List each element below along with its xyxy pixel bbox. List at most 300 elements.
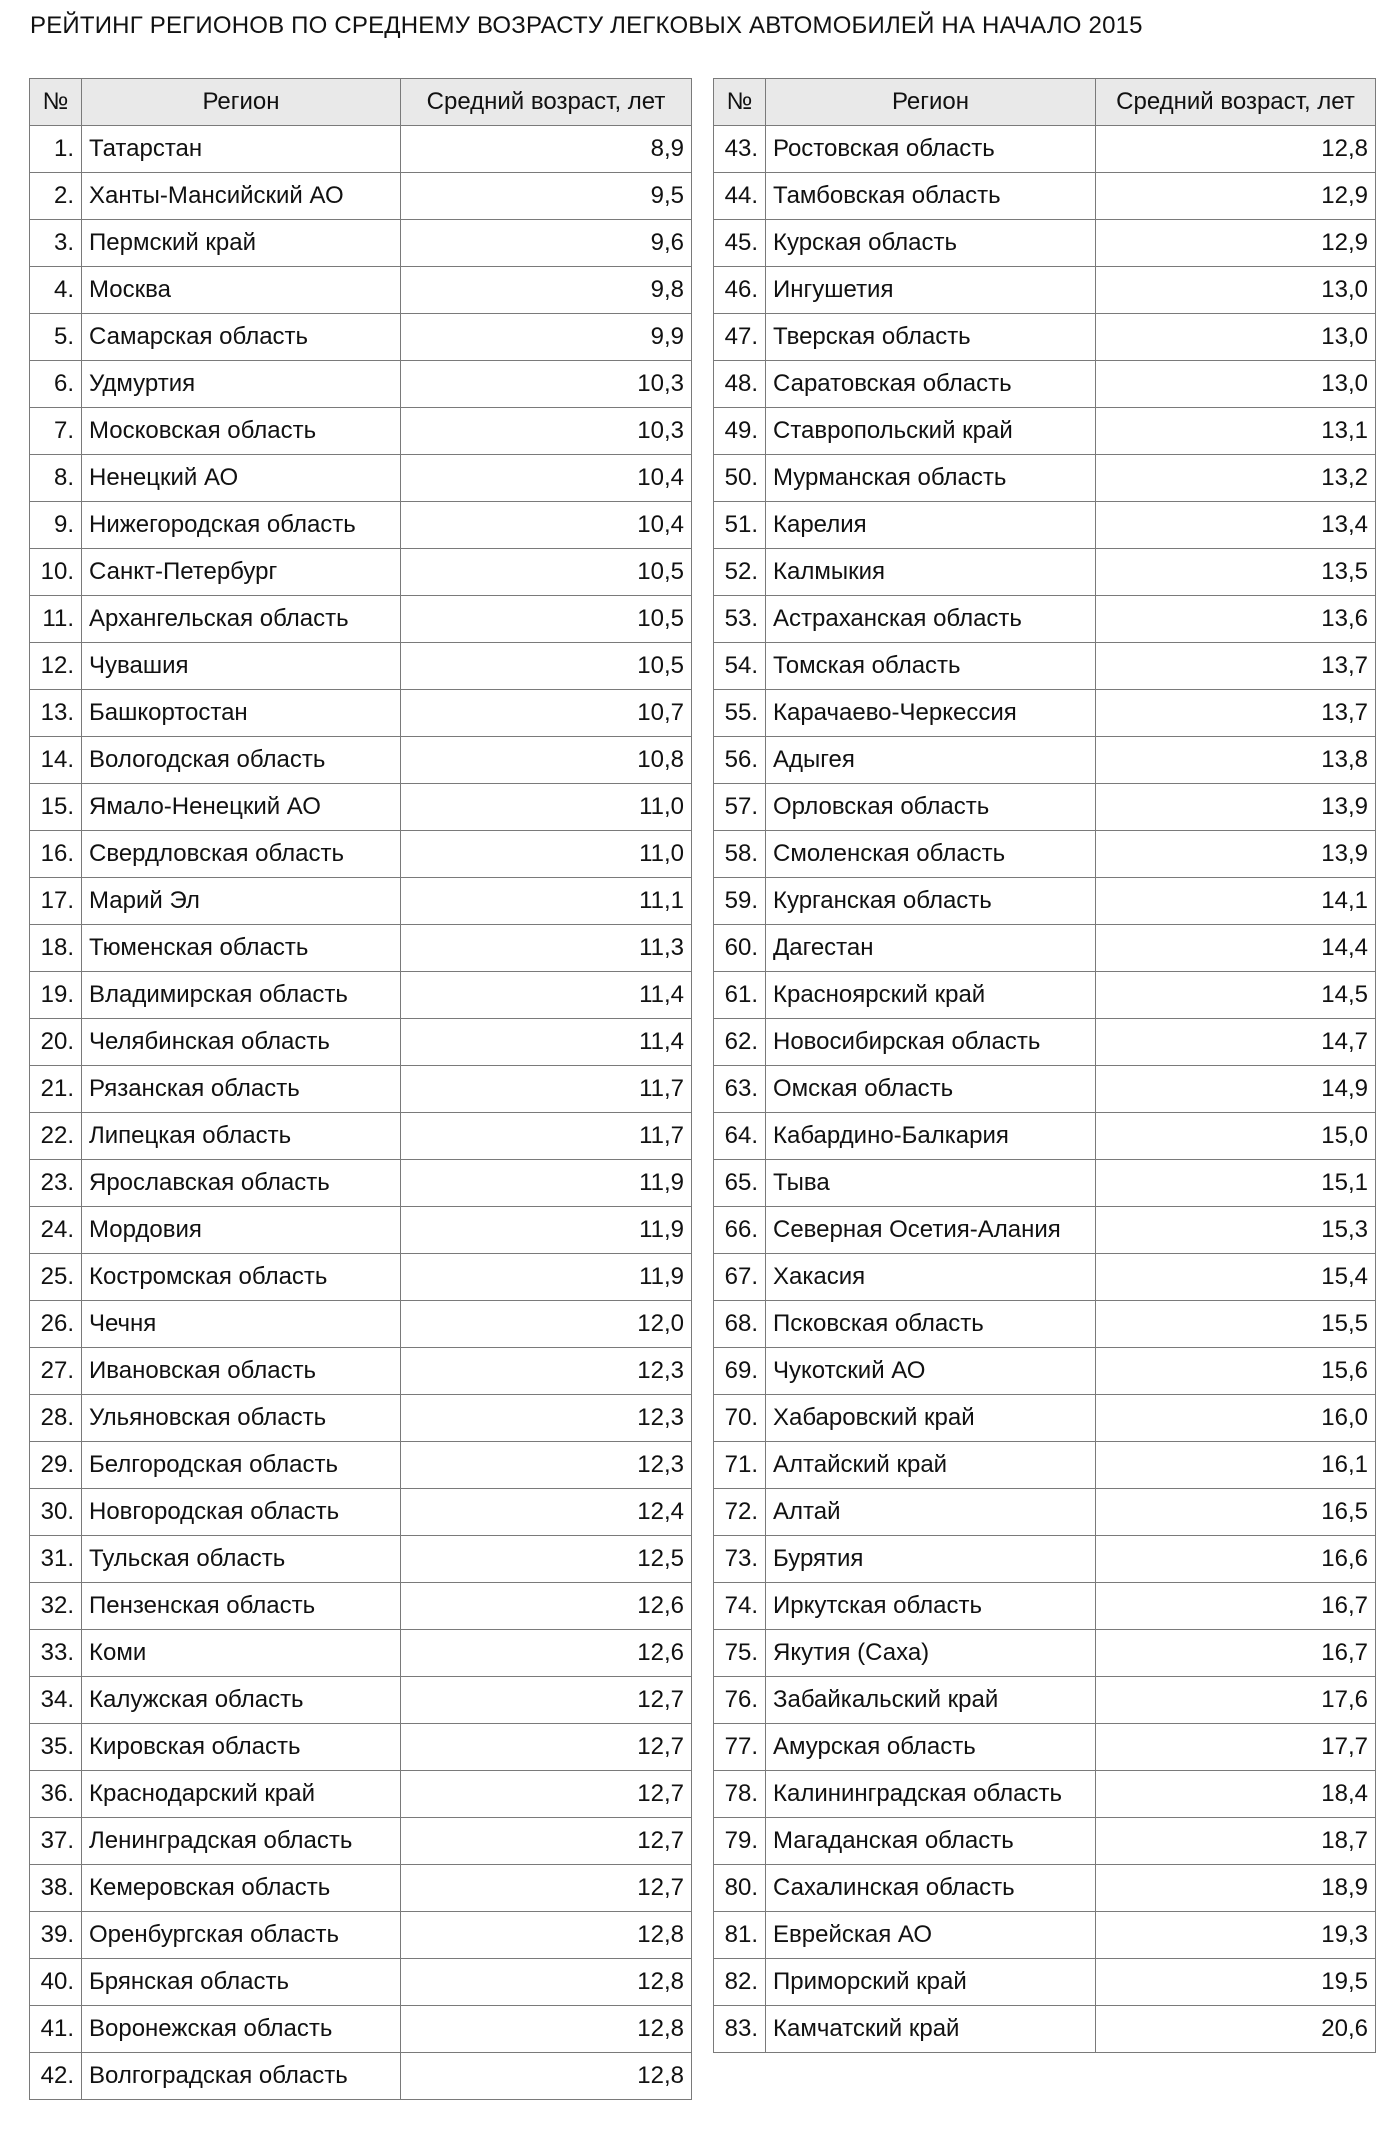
table-row (30, 1113, 692, 1160)
region-name-cell: Саратовская область (766, 361, 1096, 408)
average-age-cell: 12,7 (401, 1771, 692, 1818)
average-age-cell: 12,8 (401, 1959, 692, 2006)
average-age-cell: 11,0 (401, 784, 692, 831)
rank-number-cell: 17. (30, 878, 82, 925)
average-age-cell: 15,0 (1096, 1113, 1376, 1160)
rank-number-cell: 29. (30, 1442, 82, 1489)
average-age-cell: 13,7 (1096, 643, 1376, 690)
average-age-cell: 14,1 (1096, 878, 1376, 925)
average-age-cell: 13,0 (1096, 267, 1376, 314)
rank-number-cell: 1. (30, 126, 82, 173)
table-row (30, 408, 692, 455)
table-row (30, 878, 692, 925)
rank-number-cell: 73. (714, 1536, 766, 1583)
table-row (30, 1677, 692, 1724)
average-age-cell: 10,4 (401, 502, 692, 549)
region-name-cell: Хабаровский край (766, 1395, 1096, 1442)
table-row (714, 502, 1376, 549)
region-name-cell: Москва (82, 267, 401, 314)
average-age-cell: 15,4 (1096, 1254, 1376, 1301)
region-name-cell: Пермский край (82, 220, 401, 267)
region-name-cell: Ярославская область (82, 1160, 401, 1207)
region-name-cell: Кабардино-Балкария (766, 1113, 1096, 1160)
table-row (714, 1254, 1376, 1301)
region-name-cell: Еврейская АО (766, 1912, 1096, 1959)
rank-number-cell: 48. (714, 361, 766, 408)
table-row (30, 1066, 692, 1113)
table-row (30, 220, 692, 267)
average-age-cell: 11,3 (401, 925, 692, 972)
table-row (30, 1160, 692, 1207)
rank-number-cell: 46. (714, 267, 766, 314)
average-age-cell: 12,8 (1096, 126, 1376, 173)
average-age-cell: 18,7 (1096, 1818, 1376, 1865)
region-name-cell: Мордовия (82, 1207, 401, 1254)
region-name-cell: Калининградская область (766, 1771, 1096, 1818)
average-age-cell: 12,7 (401, 1865, 692, 1912)
table-row (714, 267, 1376, 314)
rank-number-cell: 4. (30, 267, 82, 314)
region-name-cell: Тыва (766, 1160, 1096, 1207)
rank-number-cell: 66. (714, 1207, 766, 1254)
rank-number-cell: 34. (30, 1677, 82, 1724)
average-age-cell: 12,7 (401, 1818, 692, 1865)
table-row (30, 1254, 692, 1301)
average-age-cell: 9,6 (401, 220, 692, 267)
table-row (714, 1912, 1376, 1959)
region-name-cell: Бурятия (766, 1536, 1096, 1583)
rank-number-cell: 58. (714, 831, 766, 878)
average-age-cell: 18,9 (1096, 1865, 1376, 1912)
table-row (30, 173, 692, 220)
average-age-cell: 16,1 (1096, 1442, 1376, 1489)
average-age-cell: 12,0 (401, 1301, 692, 1348)
region-name-cell: Удмуртия (82, 361, 401, 408)
table-row (30, 1771, 692, 1818)
region-name-cell: Самарская область (82, 314, 401, 361)
rank-number-cell: 60. (714, 925, 766, 972)
ranking-table-right (713, 78, 1376, 2053)
table-row (714, 455, 1376, 502)
average-age-cell: 16,6 (1096, 1536, 1376, 1583)
average-age-cell: 14,9 (1096, 1066, 1376, 1113)
region-name-cell: Тамбовская область (766, 173, 1096, 220)
average-age-cell: 10,3 (401, 408, 692, 455)
average-age-cell: 16,7 (1096, 1583, 1376, 1630)
table-row (714, 1865, 1376, 1912)
table-row (30, 361, 692, 408)
rank-number-cell: 38. (30, 1865, 82, 1912)
rank-number-cell: 20. (30, 1019, 82, 1066)
rank-number-cell: 65. (714, 1160, 766, 1207)
table-row (30, 1207, 692, 1254)
region-name-cell: Забайкальский край (766, 1677, 1096, 1724)
rank-number-cell: 27. (30, 1348, 82, 1395)
rank-number-cell: 64. (714, 1113, 766, 1160)
rank-number-cell: 72. (714, 1489, 766, 1536)
average-age-cell: 15,6 (1096, 1348, 1376, 1395)
region-name-cell: Амурская область (766, 1724, 1096, 1771)
table-row (714, 972, 1376, 1019)
table-row (714, 549, 1376, 596)
rank-number-cell: 51. (714, 502, 766, 549)
table-row (714, 1066, 1376, 1113)
region-name-cell: Алтайский край (766, 1442, 1096, 1489)
rank-number-cell: 43. (714, 126, 766, 173)
average-age-cell: 12,3 (401, 1442, 692, 1489)
average-age-cell: 12,6 (401, 1630, 692, 1677)
table-row (30, 1019, 692, 1066)
region-name-cell: Кировская область (82, 1724, 401, 1771)
header-age: Средний возраст, лет (401, 79, 692, 126)
region-name-cell: Орловская область (766, 784, 1096, 831)
average-age-cell: 13,5 (1096, 549, 1376, 596)
average-age-cell: 12,5 (401, 1536, 692, 1583)
region-name-cell: Ставропольский край (766, 408, 1096, 455)
region-name-cell: Адыгея (766, 737, 1096, 784)
rank-number-cell: 76. (714, 1677, 766, 1724)
average-age-cell: 20,6 (1096, 2006, 1376, 2053)
table-row (714, 925, 1376, 972)
table-row (714, 1019, 1376, 1066)
region-name-cell: Калужская область (82, 1677, 401, 1724)
rank-number-cell: 31. (30, 1536, 82, 1583)
average-age-cell: 11,9 (401, 1207, 692, 1254)
average-age-cell: 11,7 (401, 1066, 692, 1113)
rank-number-cell: 70. (714, 1395, 766, 1442)
table-row (30, 1818, 692, 1865)
rank-number-cell: 42. (30, 2053, 82, 2100)
table-row (714, 1818, 1376, 1865)
region-name-cell: Рязанская область (82, 1066, 401, 1113)
average-age-cell: 11,1 (401, 878, 692, 925)
table-row (30, 737, 692, 784)
region-name-cell: Приморский край (766, 1959, 1096, 2006)
rank-number-cell: 16. (30, 831, 82, 878)
rank-number-cell: 49. (714, 408, 766, 455)
table-row (30, 549, 692, 596)
table-row (30, 1301, 692, 1348)
region-name-cell: Красноярский край (766, 972, 1096, 1019)
average-age-cell: 17,7 (1096, 1724, 1376, 1771)
table-row (714, 1348, 1376, 1395)
rank-number-cell: 69. (714, 1348, 766, 1395)
average-age-cell: 12,7 (401, 1724, 692, 1771)
table-row (714, 173, 1376, 220)
table-row (714, 1724, 1376, 1771)
table-row (30, 2053, 692, 2100)
region-name-cell: Сахалинская область (766, 1865, 1096, 1912)
region-name-cell: Липецкая область (82, 1113, 401, 1160)
region-name-cell: Костромская область (82, 1254, 401, 1301)
average-age-cell: 12,3 (401, 1395, 692, 1442)
rank-number-cell: 2. (30, 173, 82, 220)
table-row (30, 126, 692, 173)
region-name-cell: Тюменская область (82, 925, 401, 972)
rank-number-cell: 32. (30, 1583, 82, 1630)
region-name-cell: Воронежская область (82, 2006, 401, 2053)
region-name-cell: Алтай (766, 1489, 1096, 1536)
rank-number-cell: 79. (714, 1818, 766, 1865)
table-row (30, 784, 692, 831)
table-header-row (714, 79, 1376, 126)
table-row (714, 1160, 1376, 1207)
header-region: Регион (82, 79, 401, 126)
rank-number-cell: 33. (30, 1630, 82, 1677)
region-name-cell: Коми (82, 1630, 401, 1677)
header-region: Регион (766, 79, 1096, 126)
region-name-cell: Оренбургская область (82, 1912, 401, 1959)
average-age-cell: 19,5 (1096, 1959, 1376, 2006)
average-age-cell: 8,9 (401, 126, 692, 173)
table-row (714, 408, 1376, 455)
region-name-cell: Волгоградская область (82, 2053, 401, 2100)
header-num: № (30, 79, 82, 126)
table-header-row (30, 79, 692, 126)
rank-number-cell: 68. (714, 1301, 766, 1348)
rank-number-cell: 24. (30, 1207, 82, 1254)
header-age: Средний возраст, лет (1096, 79, 1376, 126)
average-age-cell: 11,4 (401, 1019, 692, 1066)
average-age-cell: 18,4 (1096, 1771, 1376, 1818)
table-row (30, 972, 692, 1019)
rank-number-cell: 25. (30, 1254, 82, 1301)
average-age-cell: 15,1 (1096, 1160, 1376, 1207)
region-name-cell: Ульяновская область (82, 1395, 401, 1442)
region-name-cell: Брянская область (82, 1959, 401, 2006)
rank-number-cell: 81. (714, 1912, 766, 1959)
rank-number-cell: 15. (30, 784, 82, 831)
rank-number-cell: 41. (30, 2006, 82, 2053)
average-age-cell: 12,8 (401, 2006, 692, 2053)
region-name-cell: Камчатский край (766, 2006, 1096, 2053)
region-name-cell: Московская область (82, 408, 401, 455)
region-name-cell: Иркутская область (766, 1583, 1096, 1630)
region-name-cell: Тверская область (766, 314, 1096, 361)
table-row (30, 1865, 692, 1912)
rank-number-cell: 45. (714, 220, 766, 267)
table-row (714, 361, 1376, 408)
rank-number-cell: 56. (714, 737, 766, 784)
rank-number-cell: 54. (714, 643, 766, 690)
average-age-cell: 11,9 (401, 1254, 692, 1301)
average-age-cell: 13,0 (1096, 361, 1376, 408)
page-title: РЕЙТИНГ РЕГИОНОВ ПО СРЕДНЕМУ ВОЗРАСТУ ЛЕГКОВЫХ АВТОМОБИЛЕЙ НА НАЧАЛО 2015 (30, 12, 1143, 39)
average-age-cell: 13,9 (1096, 831, 1376, 878)
table-row (714, 596, 1376, 643)
average-age-cell: 13,7 (1096, 690, 1376, 737)
region-name-cell: Курская область (766, 220, 1096, 267)
rank-number-cell: 83. (714, 2006, 766, 2053)
rank-number-cell: 71. (714, 1442, 766, 1489)
rank-number-cell: 59. (714, 878, 766, 925)
average-age-cell: 10,5 (401, 549, 692, 596)
average-age-cell: 13,9 (1096, 784, 1376, 831)
rank-number-cell: 12. (30, 643, 82, 690)
rank-number-cell: 3. (30, 220, 82, 267)
rank-number-cell: 6. (30, 361, 82, 408)
rank-number-cell: 5. (30, 314, 82, 361)
region-name-cell: Марий Эл (82, 878, 401, 925)
average-age-cell: 14,4 (1096, 925, 1376, 972)
region-name-cell: Ингушетия (766, 267, 1096, 314)
region-name-cell: Астраханская область (766, 596, 1096, 643)
rank-number-cell: 36. (30, 1771, 82, 1818)
rank-number-cell: 10. (30, 549, 82, 596)
table-row (714, 1207, 1376, 1254)
rank-number-cell: 26. (30, 1301, 82, 1348)
average-age-cell: 11,9 (401, 1160, 692, 1207)
region-name-cell: Вологодская область (82, 737, 401, 784)
region-name-cell: Белгородская область (82, 1442, 401, 1489)
region-name-cell: Чечня (82, 1301, 401, 1348)
rank-number-cell: 30. (30, 1489, 82, 1536)
header-num: № (714, 79, 766, 126)
rank-number-cell: 37. (30, 1818, 82, 1865)
region-name-cell: Хакасия (766, 1254, 1096, 1301)
region-name-cell: Новгородская область (82, 1489, 401, 1536)
rank-number-cell: 63. (714, 1066, 766, 1113)
table-row (30, 502, 692, 549)
table-row (30, 1630, 692, 1677)
average-age-cell: 12,6 (401, 1583, 692, 1630)
region-name-cell: Кемеровская область (82, 1865, 401, 1912)
average-age-cell: 13,6 (1096, 596, 1376, 643)
region-name-cell: Пензенская область (82, 1583, 401, 1630)
table-row (30, 925, 692, 972)
table-row (30, 1442, 692, 1489)
region-name-cell: Татарстан (82, 126, 401, 173)
average-age-cell: 13,0 (1096, 314, 1376, 361)
rank-number-cell: 35. (30, 1724, 82, 1771)
table-row (714, 1959, 1376, 2006)
region-name-cell: Нижегородская область (82, 502, 401, 549)
region-name-cell: Магаданская область (766, 1818, 1096, 1865)
table-row (714, 1113, 1376, 1160)
average-age-cell: 13,2 (1096, 455, 1376, 502)
table-row (714, 1536, 1376, 1583)
average-age-cell: 14,5 (1096, 972, 1376, 1019)
average-age-cell: 15,3 (1096, 1207, 1376, 1254)
rank-number-cell: 77. (714, 1724, 766, 1771)
average-age-cell: 13,8 (1096, 737, 1376, 784)
region-name-cell: Омская область (766, 1066, 1096, 1113)
table-row (714, 784, 1376, 831)
table-row (714, 220, 1376, 267)
ranking-table-left (29, 78, 692, 2100)
average-age-cell: 12,8 (401, 2053, 692, 2100)
table-row (30, 1724, 692, 1771)
average-age-cell: 12,3 (401, 1348, 692, 1395)
region-name-cell: Ленинградская область (82, 1818, 401, 1865)
rank-number-cell: 23. (30, 1160, 82, 1207)
table-row (30, 1489, 692, 1536)
region-name-cell: Тульская область (82, 1536, 401, 1583)
rank-number-cell: 53. (714, 596, 766, 643)
region-name-cell: Северная Осетия-Алания (766, 1207, 1096, 1254)
rank-number-cell: 28. (30, 1395, 82, 1442)
table-row (714, 643, 1376, 690)
average-age-cell: 16,0 (1096, 1395, 1376, 1442)
region-name-cell: Чукотский АО (766, 1348, 1096, 1395)
table-row (714, 1771, 1376, 1818)
table-row (30, 690, 692, 737)
region-name-cell: Архангельская область (82, 596, 401, 643)
average-age-cell: 10,3 (401, 361, 692, 408)
region-name-cell: Смоленская область (766, 831, 1096, 878)
rank-number-cell: 55. (714, 690, 766, 737)
average-age-cell: 12,7 (401, 1677, 692, 1724)
average-age-cell: 9,9 (401, 314, 692, 361)
rank-number-cell: 44. (714, 173, 766, 220)
table-row (714, 831, 1376, 878)
rank-number-cell: 9. (30, 502, 82, 549)
rank-number-cell: 47. (714, 314, 766, 361)
table-row (714, 126, 1376, 173)
rank-number-cell: 61. (714, 972, 766, 1019)
rank-number-cell: 7. (30, 408, 82, 455)
average-age-cell: 16,7 (1096, 1630, 1376, 1677)
table-row (714, 878, 1376, 925)
region-name-cell: Новосибирская область (766, 1019, 1096, 1066)
average-age-cell: 9,8 (401, 267, 692, 314)
table-row (714, 1301, 1376, 1348)
average-age-cell: 10,5 (401, 596, 692, 643)
rank-number-cell: 75. (714, 1630, 766, 1677)
average-age-cell: 10,5 (401, 643, 692, 690)
table-row (714, 1395, 1376, 1442)
rank-number-cell: 11. (30, 596, 82, 643)
rank-number-cell: 52. (714, 549, 766, 596)
rank-number-cell: 82. (714, 1959, 766, 2006)
average-age-cell: 10,7 (401, 690, 692, 737)
average-age-cell: 10,8 (401, 737, 692, 784)
region-name-cell: Якутия (Саха) (766, 1630, 1096, 1677)
region-name-cell: Краснодарский край (82, 1771, 401, 1818)
average-age-cell: 15,5 (1096, 1301, 1376, 1348)
table-row (30, 455, 692, 502)
average-age-cell: 11,4 (401, 972, 692, 1019)
table-row (714, 737, 1376, 784)
average-age-cell: 12,9 (1096, 173, 1376, 220)
rank-number-cell: 14. (30, 737, 82, 784)
table-row (714, 1442, 1376, 1489)
table-row (30, 267, 692, 314)
region-name-cell: Дагестан (766, 925, 1096, 972)
region-name-cell: Мурманская область (766, 455, 1096, 502)
average-age-cell: 9,5 (401, 173, 692, 220)
region-name-cell: Псковская область (766, 1301, 1096, 1348)
region-name-cell: Ненецкий АО (82, 455, 401, 502)
table-row (714, 1489, 1376, 1536)
region-name-cell: Калмыкия (766, 549, 1096, 596)
rank-number-cell: 74. (714, 1583, 766, 1630)
table-row (30, 831, 692, 878)
region-name-cell: Свердловская область (82, 831, 401, 878)
average-age-cell: 17,6 (1096, 1677, 1376, 1724)
rank-number-cell: 67. (714, 1254, 766, 1301)
rank-number-cell: 21. (30, 1066, 82, 1113)
region-name-cell: Чувашия (82, 643, 401, 690)
average-age-cell: 14,7 (1096, 1019, 1376, 1066)
table-row (30, 1959, 692, 2006)
table-row (30, 1348, 692, 1395)
table-row (30, 643, 692, 690)
rank-number-cell: 22. (30, 1113, 82, 1160)
average-age-cell: 11,7 (401, 1113, 692, 1160)
table-row (30, 1912, 692, 1959)
average-age-cell: 13,1 (1096, 408, 1376, 455)
